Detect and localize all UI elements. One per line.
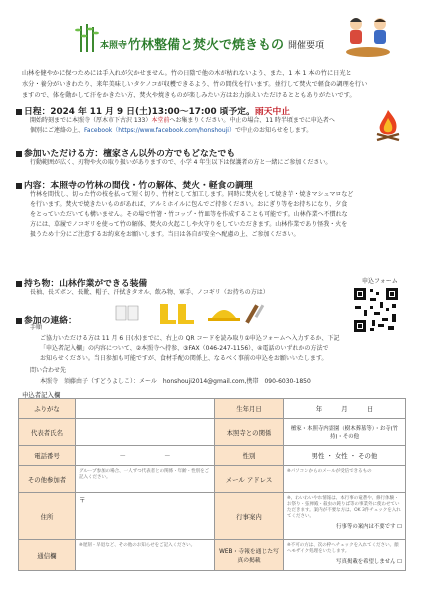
label-contact-notes: 通信欄 xyxy=(19,540,76,571)
header xyxy=(70,30,360,70)
bullet-square-icon xyxy=(16,318,22,324)
gender-options[interactable]: 男性 ・ 女性 ・ その他 xyxy=(284,446,406,466)
content-details: 竹林を間伐し、切った竹の枝を払って短く切り、竹材として加工します。同時に焚火をして焼き芋・焼きマシュマロなど を行います。焚火で焼きたいものがあれば、アルミホイルに包んでご持参ください。おにぎり等をお持ちになり、夕食 をとっていただいても構いません。その場で竹箸・竹コップ・竹皿等を作成することも可能です。山林作業へ不慣れな 方には、草履でノコギリを使って竹の解体、焚火の火起こしや火守りをしていただきます。山林作業であり怪我・火を 扱うため十分にご注意するお約束をお願いします。当日は各自が安全へ配慮の上、ご参加ください。 xyxy=(30,191,354,238)
label-furigana: ふりがな xyxy=(19,399,76,419)
date-details: 開始時刻までに本照寺（厚木市下古沢 133）本堂前へお集まりください。中止の場合、11 時半頃までに申込者へ 個別にご連絡の上、Facebook（https://www.facebook.com/honshouji）で中止のお知らせをします。 xyxy=(30,117,335,134)
event-info-checkbox[interactable]: 行事等の案内は不要です ☐ xyxy=(336,524,402,530)
email-input[interactable]: ※パソコンからのメールが受信できるもの xyxy=(284,466,406,493)
application-form xyxy=(18,398,406,571)
page-title: 竹林整備と焚火で焼きもの xyxy=(128,38,285,53)
label-other-participants: その他参加者 xyxy=(19,466,76,493)
phone-input[interactable]: － － xyxy=(76,446,215,466)
label-event-info: 行事案内 xyxy=(215,493,284,540)
address-input[interactable]: 〒 xyxy=(76,493,215,540)
inquiry-contact: 本照寺 須藤由子（すどうよしこ）：メール honshouji2014@gmail.com,携帯 090-6030-1850 xyxy=(40,378,311,385)
relation-options[interactable]: 檀家・本照寺内霊園（樹木葬墓等）・お寺(竹持)・その他 xyxy=(284,419,406,446)
label-gender: 性別 xyxy=(215,446,284,466)
content-section-heading: 内容：本照寺の竹林の間伐・竹の解体、焚火・軽食の調理 xyxy=(16,178,253,191)
label-birthday: 生年月日 xyxy=(215,399,284,419)
belongings-section-heading: 持ち物：山林作業ができる装備 xyxy=(16,276,147,289)
label-relation: 本照寺との関係 xyxy=(215,419,284,446)
bullet-square-icon xyxy=(16,109,22,115)
bullet-square-icon xyxy=(16,281,22,287)
web-photo-checkbox[interactable]: 写真掲載を希望しません ☐ xyxy=(336,559,402,565)
rain-notice: 雨天中止 xyxy=(254,107,291,117)
date-section-heading: 日程：2024 年 11 月 9 日(土)13:00～17:00 頃予定。雨天中止 xyxy=(16,104,290,117)
intro-text: 山林を健やかに保つためには手入れが欠かせません。竹の日陰で他の木が枯れないよう、また、1 本 1 本の竹に日光と 水分・養分がいきわたり、来年美味しいタケノコが収穫できるよう、竹の間伐を行います。並行して焚火で軽食の調理を行い ますので、体を動かして汗をかきたい方、焚火や焼きものが楽しみたい方はお力添えいただけるとともありがたいです。 xyxy=(22,70,368,99)
belongings-details: 長袖、長ズボン、長靴、帽子、汗拭きタオル、飲み物、軍手、ノコギリ（お持ちの方は） xyxy=(30,289,269,296)
kids-illustration-icon xyxy=(340,14,396,58)
inquiry-label: 問い合わせ先 xyxy=(30,367,67,374)
bonfire-icon xyxy=(374,108,402,142)
rep-name-input[interactable] xyxy=(76,419,215,446)
bullet-square-icon xyxy=(16,183,22,189)
contact-section-heading: 参加の連絡： xyxy=(16,313,77,326)
web-photo-cell[interactable]: ※不可の方は、次の枠へチェックを入れてください。顔へモザイク処理をいたします。 写真掲載を希望しません ☐ xyxy=(284,540,406,571)
bullet-square-icon xyxy=(16,151,22,157)
other-participants-input[interactable]: グループ参加の場合、一人ずつ代表者との関係・年齢・性別をご記入ください。 xyxy=(76,466,215,493)
qr-label: 申込フォーム xyxy=(362,278,398,285)
target-details: 行動範囲が広く、刃物や火の取り扱いがありますので、小学 4 年生以下は保護者の方と一緒にご参加ください。 xyxy=(30,159,332,166)
furigana-input[interactable] xyxy=(76,399,215,419)
label-address: 住所 xyxy=(19,493,76,540)
form-heading: 申込者記入欄 xyxy=(22,391,61,399)
org-name: 本照寺 xyxy=(100,41,128,51)
label-web-photo: WEB・寺報を通じた写真の掲載 xyxy=(215,540,284,571)
contact-details: ご協力いただける方は 11 月 6 日(水)までに、右上の QR コードを読み取り①申込フォームへ入力するか、下記 「申込者記入欄」の内容について、②本照寺へ持参、③FAX（046-247-1156）、④電話のいずれかの方法で お知らせください。当日参加も可能ですが、食材手配の関係上、なるべく事前の申込をお願いいたします。 xyxy=(40,335,340,362)
contact-notes-input[interactable]: ※遅刻・早退など、その他のお知らせをご記入ください。 xyxy=(76,540,215,571)
label-email: メール アドレス xyxy=(215,466,284,493)
birthday-input[interactable]: 年 月 日 xyxy=(284,399,406,419)
procedure-label: 手順 xyxy=(30,324,43,331)
facebook-link[interactable]: Facebook（https://www.facebook.com/honshouji） xyxy=(84,127,235,134)
page-subtitle: 開催要項 xyxy=(288,41,325,51)
event-info-cell[interactable]: ※、わいわいやれ情報は、本行事の竜蒼や、修行体験・お祭り・弦禅殿・殺虫の鈍りば等の事業外に使わせていただきます。案内が不要な方は、OK 3件チェックを入れてください。 行事等の案内は不要です ☐ xyxy=(284,493,406,540)
label-phone: 電話番号 xyxy=(19,446,76,466)
label-rep-name: 代表者氏名 xyxy=(19,419,76,446)
target-section-heading: 参加いただける方：檀家さん以外の方でもどなたでも xyxy=(16,146,235,159)
